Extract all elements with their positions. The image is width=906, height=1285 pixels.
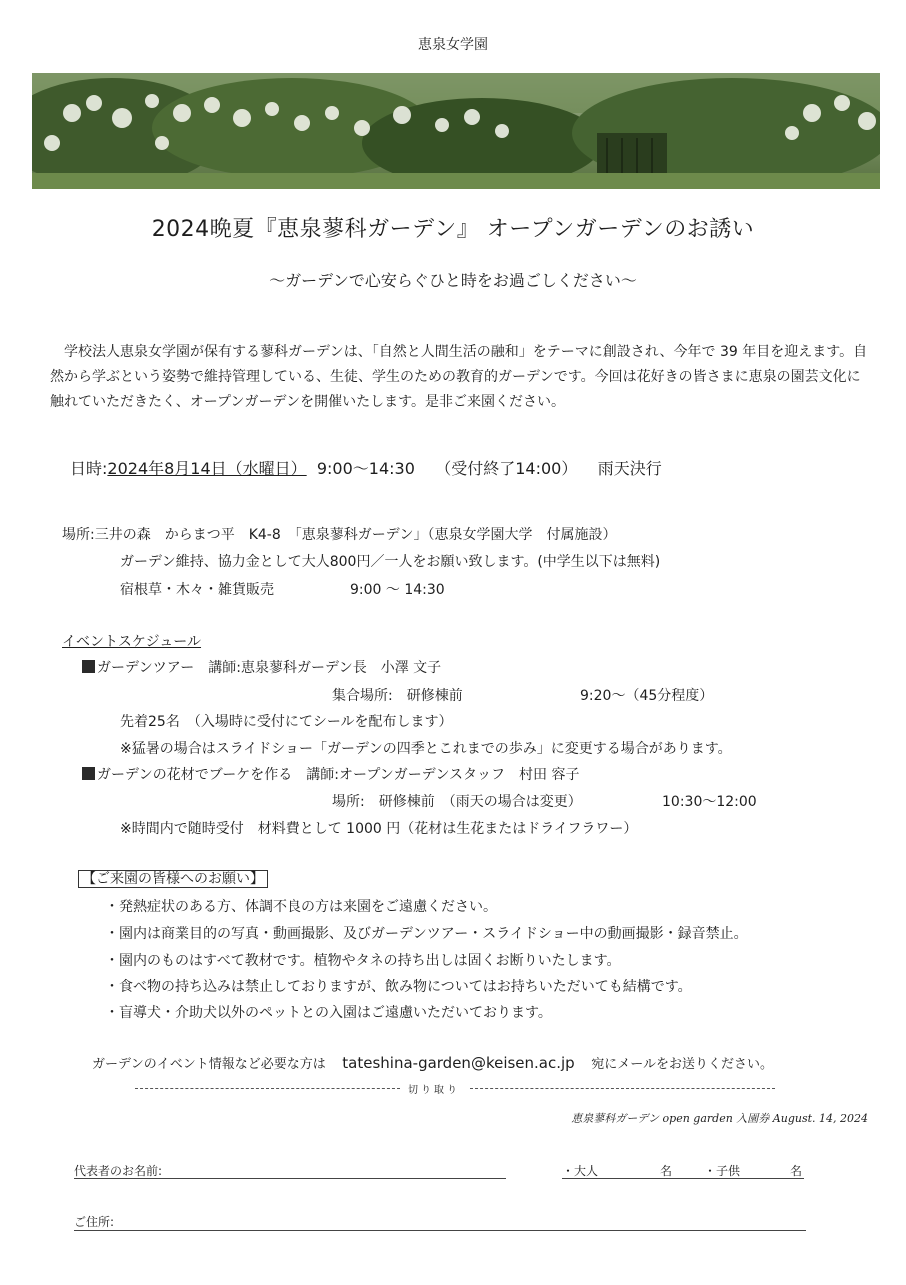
event-date: 2024年8月14日（水曜日） (107, 459, 307, 478)
child-label: ・子供 (704, 1164, 741, 1178)
cut-line-left (135, 1088, 400, 1089)
event2-title: ガーデンの花材でブーケを作る 講師:オープンガーデンスタッフ 村田 容子 (97, 767, 580, 783)
contact-email-link[interactable]: tateshina-garden@keisen.ac.jp (342, 1054, 575, 1072)
adult-label: ・大人 (562, 1164, 599, 1178)
rule-item: ・食べ物の持ち込みは禁止しておりますが、飲み物についてはお持ちいただいても結構です。 (105, 979, 692, 995)
cut-line-right (470, 1088, 775, 1089)
events-heading: イベントスケジュール (62, 634, 202, 650)
event1-place: 集合場所: 研修棟前 (332, 688, 463, 704)
adult-unit: 名 (660, 1164, 673, 1178)
event1-time: 9:20〜（45分程度） (580, 688, 714, 704)
datetime-label: 日時: (70, 459, 108, 478)
event2-title-row (82, 764, 580, 784)
garden-photo-icon (32, 73, 880, 189)
address-label: ご住所: (74, 1215, 115, 1229)
event1-note: ※猛暑の場合はスライドショー「ガーデンの四季とこれまでの歩み」に変更する場合があります。 (120, 741, 732, 757)
contact-suffix: 宛にメールをお送りください。 (591, 1057, 773, 1072)
address-input-line[interactable] (74, 1230, 806, 1231)
rules-heading: 【ご来園の皆様へのお願い】 (78, 868, 268, 888)
ticket-label: 恵泉蓼科ガーデン open garden 入園券 August. 14, 2024 (571, 1112, 868, 1125)
event2-place: 場所: 研修棟前 （雨天の場合は変更） (332, 794, 582, 810)
place-line: 場所:三井の森 からまつ平 K4-8 「恵泉蓼科ガーデン」（恵泉女学園大学 付属施設） (62, 527, 617, 543)
event-datetime (70, 456, 662, 479)
intro-paragraph: 学校法人恵泉女学園が保有する蓼科ガーデンは、「自然と人間生活の融和」をテーマに創設され、今年で 39 年目を迎えます。自然から学ぶという姿勢で維持管理している、生徒、学生のための教育的ガーデンです。今回は花好きの皆さまに恵泉の園芸文化に触れていただきたく、オープンガーデンを開催いたします。是非ご来園ください。 (50, 344, 868, 410)
sales-time: 9:00 〜 14:30 (350, 582, 445, 598)
child-unit: 名 (790, 1164, 803, 1178)
cut-line-label: 切り取り (408, 1085, 460, 1096)
rule-item: ・園内は商業目的の写真・動画撮影、及びガーデンツアー・スライドショー中の動画撮影・録音禁止。 (105, 926, 748, 942)
event2-time: 10:30〜12:00 (662, 794, 757, 810)
garden-banner-image (32, 73, 880, 189)
page-title: 2024晩夏『恵泉蓼科ガーデン』 オープンガーデンのお誘い (151, 217, 755, 242)
page-subtitle: 〜ガーデンで心安らぐひと時をお過ごしください〜 (269, 271, 637, 290)
rule-item: ・園内のものはすべて教材です。植物やタネの持ち出しは固くお断りいたします。 (105, 953, 621, 969)
name-input-line[interactable] (74, 1178, 506, 1179)
event-time: 9:00〜14:30 (316, 459, 415, 478)
rule-item: ・発熱症状のある方、体調不良の方は来園をご遠慮ください。 (105, 899, 497, 915)
event1-capacity: 先着25名 （入場時に受付にてシールを配布します） (120, 714, 453, 730)
name-label: 代表者のお名前: (74, 1164, 163, 1178)
event1-title: ガーデンツアー 講師:恵泉蓼科ガーデン長 小澤 文子 (97, 660, 442, 676)
rule-item: ・盲導犬・介助犬以外のペットとの入園はご遠慮いただいております。 (105, 1005, 552, 1021)
reception-end: （受付終了14:00） (435, 459, 578, 478)
square-bullet-icon (82, 767, 95, 780)
square-bullet-icon (82, 660, 95, 673)
organization-name: 恵泉女学園 (418, 37, 488, 53)
event1-title-row (82, 657, 441, 677)
sales-label: 宿根草・木々・雑貨販売 (120, 582, 274, 598)
fee-line: ガーデン維持、協力金として大人800円／一人をお願い致します。(中学生以下は無料) (120, 554, 661, 570)
contact-prefix: ガーデンのイベント情報など必要な方は (92, 1057, 326, 1072)
contact-line (92, 1053, 773, 1072)
count-input-line[interactable] (562, 1178, 804, 1179)
event2-note: ※時間内で随時受付 材料費として 1000 円（花材は生花またはドライフラワー） (120, 821, 638, 837)
weather-policy: 雨天決行 (597, 459, 662, 478)
